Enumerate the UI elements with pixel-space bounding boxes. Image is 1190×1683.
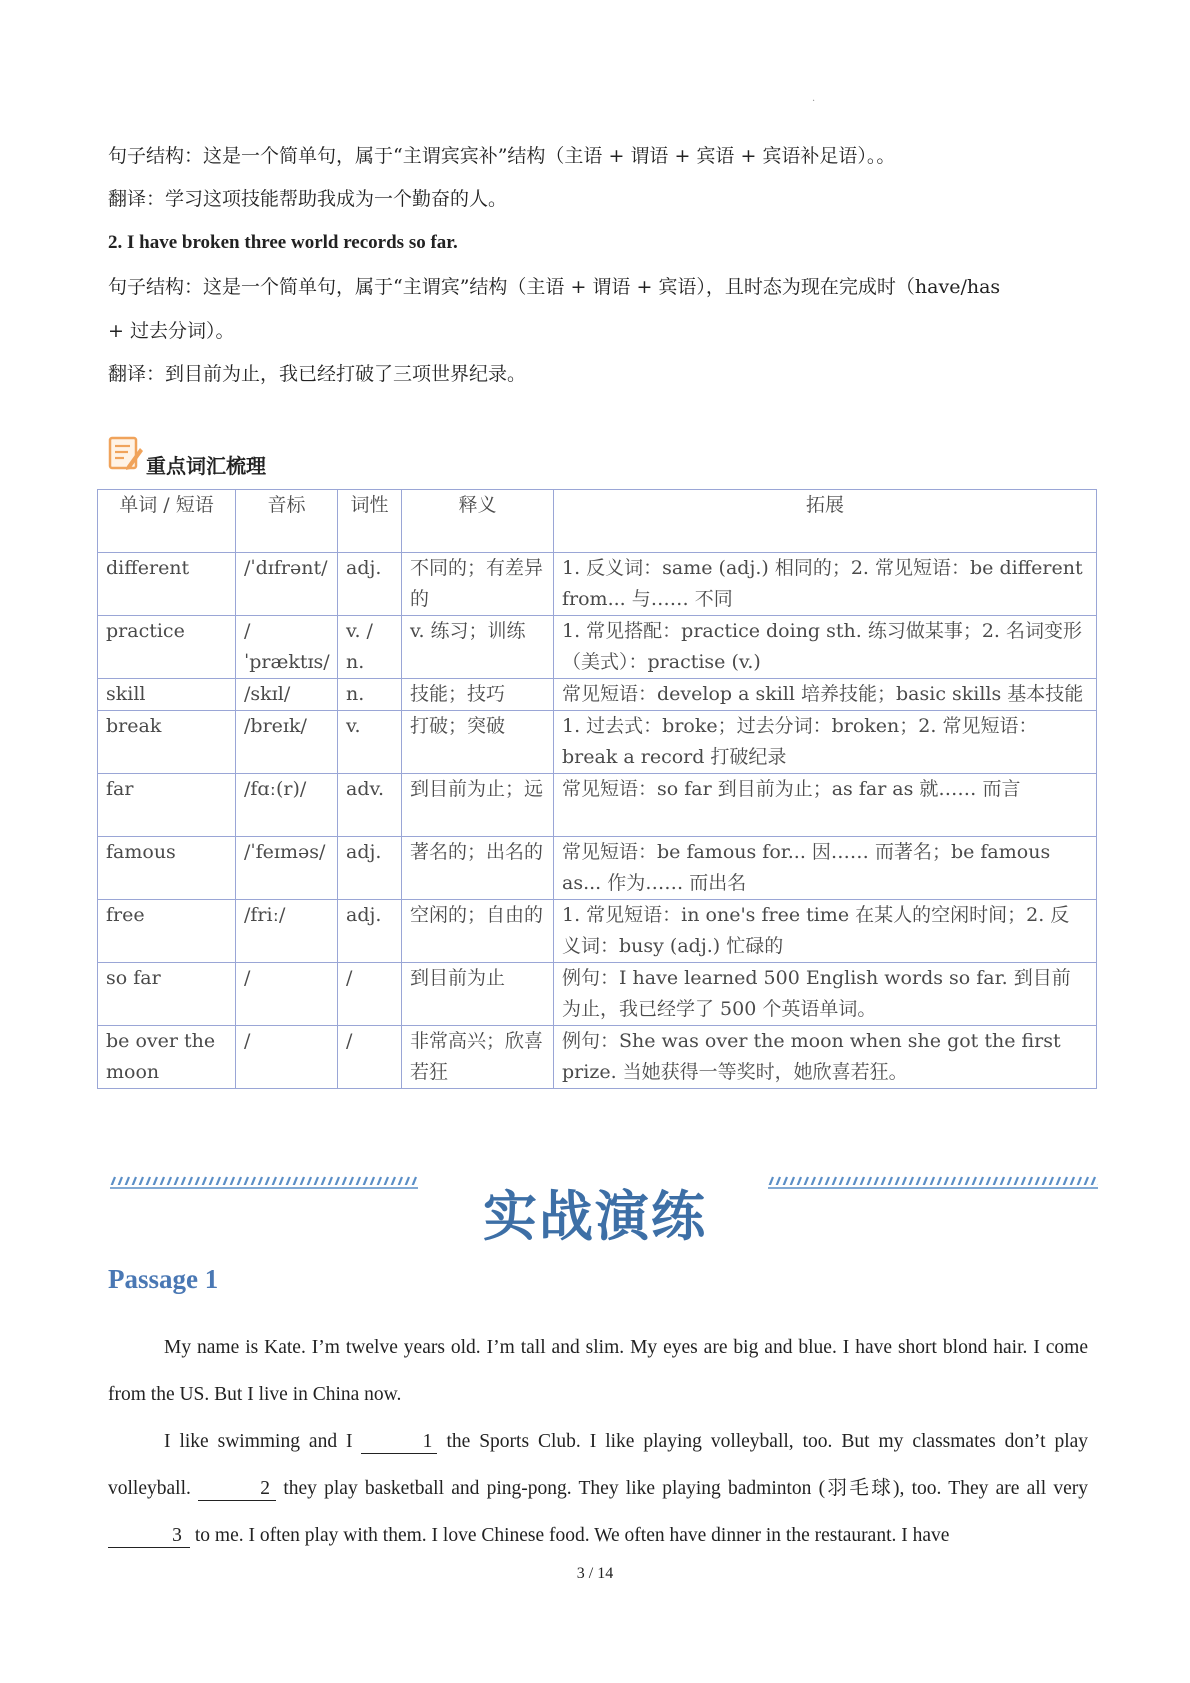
practice-title: 实战演练 (483, 1185, 707, 1248)
vocab-section-heading (108, 432, 408, 478)
cell-meaning: 到目前为止；远 (402, 774, 554, 837)
header-meaning: 释义 (402, 490, 554, 553)
section-title: 重点词汇梳理 (146, 454, 266, 478)
cell-phonetic: / (236, 1026, 338, 1089)
passage-title: Passage 1 (108, 1264, 219, 1294)
header-pos: 词性 (338, 490, 402, 553)
table-row (98, 616, 1097, 679)
notepad-pencil-icon (108, 434, 144, 472)
paragraph-text: I like swimming and I (164, 1431, 353, 1452)
paragraph-text: the Sports Club. I like playing volleyball, too. But my classmates don’t play volleyball. (108, 1431, 1089, 1499)
cell-word: skill (98, 679, 236, 711)
cell-pos: adj. (338, 837, 402, 900)
cell-extension: 1. 常见搭配：practice doing sth. 练习做某事；2. 名词变形（美式）：practise (v.) (554, 616, 1097, 679)
table-row (98, 1026, 1097, 1089)
cell-meaning: 空闲的；自由的 (402, 900, 554, 963)
passage-paragraph-2 (108, 1418, 1088, 1559)
cell-word: free (98, 900, 236, 963)
cell-phonetic: /friː/ (236, 900, 338, 963)
cell-extension: 例句：She was over the moon when she got the first prize. 当她获得一等奖时，她欣喜若狂。 (554, 1026, 1097, 1089)
paragraph-text: to me. I often play with them. I love Chinese food. We often have dinner in the restaurant. I have (194, 1525, 950, 1546)
table-row (98, 711, 1097, 774)
paragraph-text: they play basketball and ping-pong. They like playing badminton (羽毛球), too. They are all very (283, 1478, 1089, 1499)
cell-word: so far (98, 963, 236, 1026)
blank-3[interactable]: 3 (108, 1525, 190, 1548)
header-extension: 拓展 (554, 490, 1097, 553)
cell-word: break (98, 711, 236, 774)
cell-pos: adj. (338, 900, 402, 963)
translation-line-1: 翻译：学习这项技能帮助我成为一个勤奋的人。 (108, 188, 508, 210)
cell-phonetic: /breɪk/ (236, 711, 338, 774)
cell-meaning: 技能；技巧 (402, 679, 554, 711)
translation-line-2: 翻译：到目前为止，我已经打破了三项世界纪录。 (108, 363, 527, 385)
cell-extension: 1. 过去式：broke；过去分词：broken；2. 常见短语：break a record 打破纪录 (554, 711, 1097, 774)
cell-phonetic: /ˈpræktɪs/ (236, 616, 338, 679)
cell-pos: v. / n. (338, 616, 402, 679)
cell-word: practice (98, 616, 236, 679)
table-row (98, 553, 1097, 616)
blank-2[interactable]: 2 (198, 1478, 276, 1501)
cell-phonetic: /ˈdɪfrənt/ (236, 553, 338, 616)
vocab-table (97, 489, 1097, 1089)
header-word: 单词 / 短语 (98, 490, 236, 553)
cell-word: famous (98, 837, 236, 900)
cell-phonetic: / (236, 963, 338, 1026)
cell-extension: 1. 常见短语：in one's free time 在某人的空闲时间；2. 反义词：busy (adj.) 忙碌的 (554, 900, 1097, 963)
structure-line-2-cont: + 过去分词）。 (108, 320, 235, 342)
cell-meaning: 非常高兴；欣喜若狂 (402, 1026, 554, 1089)
table-row (98, 774, 1097, 837)
stray-dot: · (812, 96, 816, 107)
cell-meaning: 打破；突破 (402, 711, 554, 774)
cell-extension: 常见短语：be famous for... 因…… 而著名；be famous as... 作为…… 而出名 (554, 837, 1097, 900)
cell-pos: adj. (338, 553, 402, 616)
sentence-heading-2: 2. I have broken three world records so far. (108, 232, 458, 253)
table-row (98, 679, 1097, 711)
cell-extension: 例句：I have learned 500 English words so far. 到目前为止，我已经学了 500 个英语单词。 (554, 963, 1097, 1026)
cell-word: far (98, 774, 236, 837)
cell-pos: n. (338, 679, 402, 711)
cell-phonetic: /skɪl/ (236, 679, 338, 711)
cell-phonetic: /fɑː(r)/ (236, 774, 338, 837)
page-number: 3 / 14 (576, 1565, 614, 1582)
structure-line-2: 句子结构：这是一个简单句，属于“主谓宾”结构（主语 + 谓语 + 宾语），且时态为现在完成时（have/has (108, 276, 1001, 298)
cell-meaning: 著名的；出名的 (402, 837, 554, 900)
cell-pos: v. (338, 711, 402, 774)
passage-paragraph-1: My name is Kate. I’m twelve years old. I’m tall and slim. My eyes are big and blue. I have short blond hair. I come from the US. But I live in China now. (108, 1337, 1088, 1405)
table-row (98, 900, 1097, 963)
cell-phonetic: /ˈfeɪməs/ (236, 837, 338, 900)
table-header-row (98, 490, 1097, 553)
cell-word: different (98, 553, 236, 616)
header-phonetic: 音标 (236, 490, 338, 553)
cell-extension: 常见短语：develop a skill 培养技能；basic skills 基本技能 (554, 679, 1097, 711)
cell-pos: adv. (338, 774, 402, 837)
blank-1[interactable]: 1 (361, 1431, 437, 1454)
cell-extension: 1. 反义词：same (adj.) 相同的；2. 常见短语：be different from... 与…… 不同 (554, 553, 1097, 616)
cell-meaning: 不同的；有差异的 (402, 553, 554, 616)
cell-extension: 常见短语：so far 到目前为止；as far as 就…… 而言 (554, 774, 1097, 837)
cell-meaning: v. 练习；训练 (402, 616, 554, 679)
table-row (98, 837, 1097, 900)
cell-pos: / (338, 1026, 402, 1089)
cell-meaning: 到目前为止 (402, 963, 554, 1026)
cell-pos: / (338, 963, 402, 1026)
table-row (98, 963, 1097, 1026)
cell-word: be over the moon (98, 1026, 236, 1089)
structure-line-1: 句子结构：这是一个简单句，属于“主谓宾宾补”结构（主语 + 谓语 + 宾语 + 宾语补足语）。。 (108, 145, 896, 167)
